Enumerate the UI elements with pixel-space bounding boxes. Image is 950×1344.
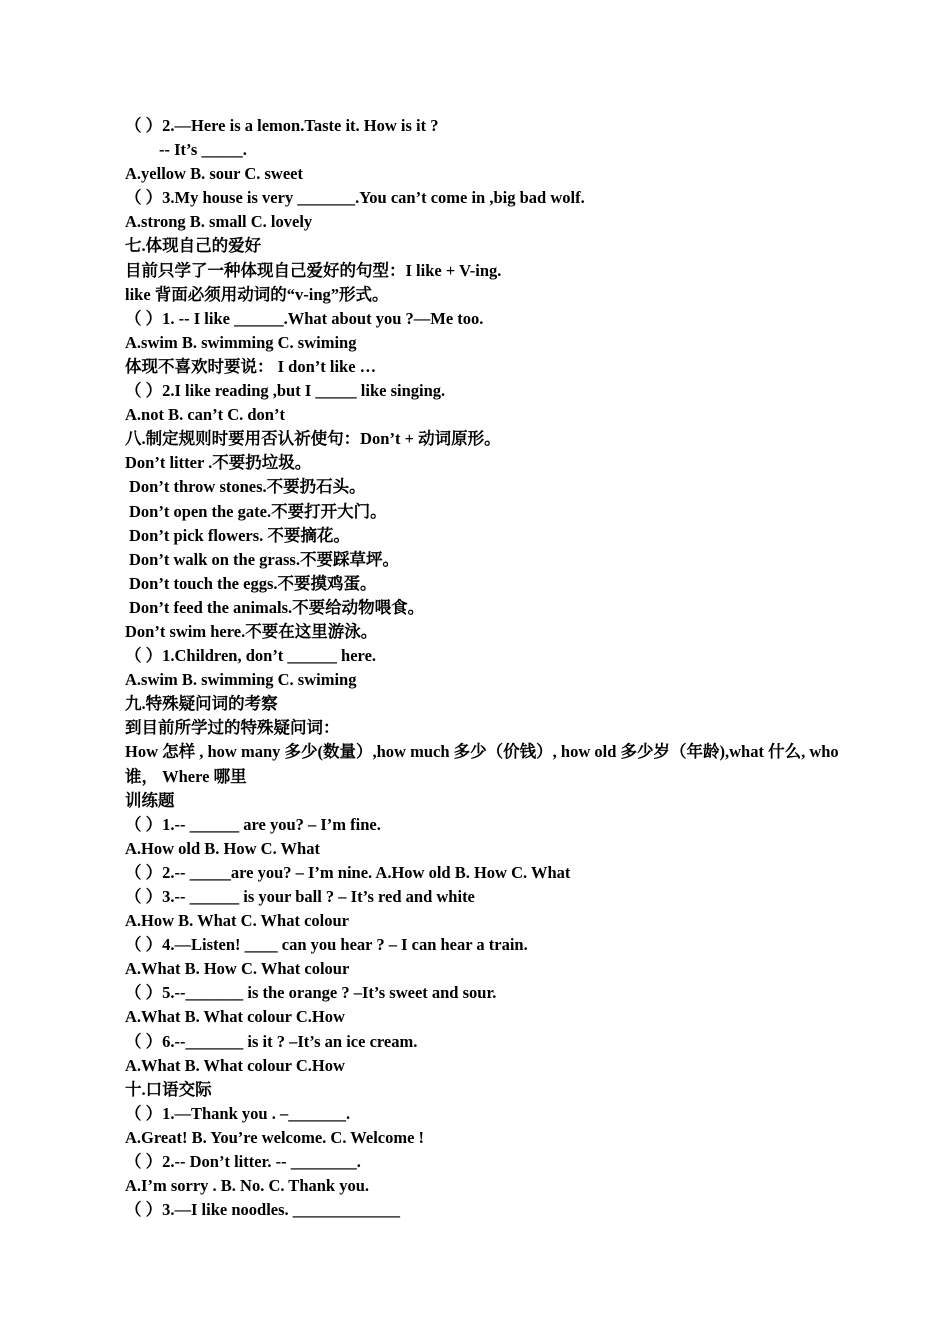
example-line: Don’t open the gate.不要打开大门。	[129, 501, 387, 521]
options-line: A.What B. How C. What colour	[125, 959, 350, 979]
subheading: 训练题	[125, 790, 175, 810]
explanation-line: 目前只学了一种体现自己爱好的句型：I like + V-ing.	[125, 260, 502, 280]
question-line: （ ）2.I like reading ,but I _____ like singing.	[125, 381, 446, 401]
question-line: （ ）3.My house is very _______.You can’t come in ,big bad wolf.	[125, 188, 585, 208]
example-line: Don’t walk on the grass.不要踩草坪。	[129, 549, 399, 569]
document-body	[125, 114, 845, 1222]
options-line: A.How B. What C. What colour	[125, 911, 349, 931]
section-heading: 九.特殊疑问词的考察	[125, 694, 278, 714]
section-heading: 十.口语交际	[125, 1079, 212, 1099]
options-line: A.What B. What colour C.How	[125, 1055, 345, 1075]
question-line: （ ）2.—Here is a lemon.Taste it. How is it ?	[125, 116, 439, 135]
options-line: A.not B. can’t C. don’t	[125, 405, 285, 425]
answer-line: -- It’s _____.	[159, 140, 247, 160]
example-line: Don’t pick flowers. 不要摘花。	[129, 525, 350, 545]
question-line: （ ）3.—I like noodles. _____________	[125, 1200, 401, 1220]
question-line: （ ）1.Children, don’t ______ here.	[125, 646, 377, 666]
options-line: A.strong B. small C. lovely	[125, 212, 313, 232]
question-line: （ ）2.-- Don’t litter. -- ________.	[125, 1152, 361, 1172]
example-line: Don’t throw stones.不要扔石头。	[129, 477, 366, 497]
options-line: A.How old B. How C. What	[125, 838, 320, 858]
question-line: （ ）4.—Listen! ____ can you hear ? – I can hear a train.	[125, 935, 528, 955]
options-line: A.Great! B. You’re welcome. C. Welcome !	[125, 1127, 425, 1147]
question-line: （ ）2.-- _____are you? – I’m nine. A.How old B. How C. What	[125, 862, 571, 882]
example-line: Don’t swim here.不要在这里游泳。	[125, 621, 378, 641]
explanation-line: 到目前所学过的特殊疑问词：	[125, 718, 340, 738]
question-line: （ ）1.-- ______ are you? – I’m fine.	[125, 814, 381, 834]
options-line: A.What B. What colour C.How	[125, 1007, 345, 1027]
options-line: A.yellow B. sour C. sweet	[125, 164, 303, 184]
example-line: Don’t feed the animals.不要给动物喂食。	[129, 597, 425, 617]
question-line: （ ）6.--_______ is it ? –It’s an ice cream.	[125, 1031, 418, 1051]
options-line: A.I’m sorry . B. No. C. Thank you.	[125, 1176, 370, 1196]
example-line: Don’t touch the eggs.不要摸鸡蛋。	[129, 573, 377, 593]
question-line: （ ）1. -- I like ______.What about you ?—Me too.	[125, 308, 484, 328]
section-heading: 七.体现自己的爱好	[125, 236, 262, 256]
explanation-line: How 怎样 , how many 多少(数量）,how much 多少（价钱）, how old 多少岁（年龄),what 什么, who 谁， Where 哪里	[125, 742, 839, 786]
example-line: Don’t litter .不要扔垃圾。	[125, 453, 312, 473]
section-heading: 八.制定规则时要用否认祈使句：Don’t + 动词原形。	[125, 429, 501, 449]
question-line: （ ）1.—Thank you . –_______.	[125, 1103, 351, 1123]
question-line: （ ）5.--_______ is the orange ? –It’s sweet and sour.	[125, 983, 497, 1003]
options-line: A.swim B. swimming C. swiming	[125, 670, 357, 690]
explanation-line: 体现不喜欢时要说： I don’t like …	[125, 356, 377, 376]
explanation-line: like 背面必须用动词的“v-ing”形式。	[125, 284, 389, 304]
options-line: A.swim B. swimming C. swiming	[125, 332, 357, 352]
question-line: （ ）3.-- ______ is your ball ? – It’s red and white	[125, 887, 475, 906]
